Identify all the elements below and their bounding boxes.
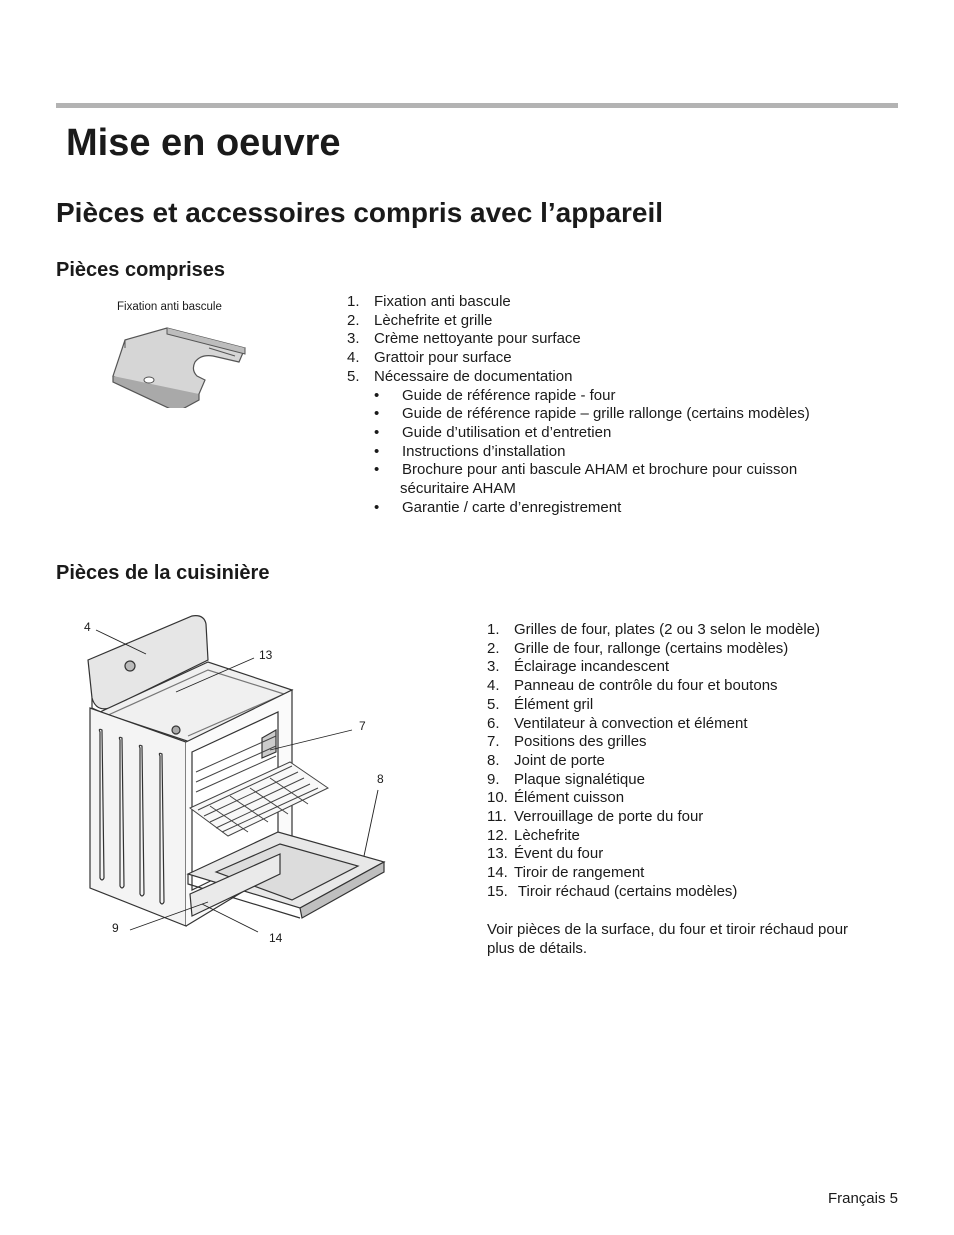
list-item: 1. Grilles de four, plates (2 ou 3 selon le modèle) <box>487 621 820 638</box>
callout-13: 13 <box>259 648 273 662</box>
list-item: 13. Évent du four <box>487 845 604 863</box>
list-item: 4. Panneau de contrôle du four et boutons <box>487 677 778 695</box>
sublist-item: • Guide de référence rapide - four <box>374 386 616 404</box>
list-item: 2. Lèchefrite et grille <box>347 311 493 329</box>
chapter-title: Mise en oeuvre <box>66 122 341 164</box>
sublist-item: • Guide de référence rapide – grille rallonge (certains modèles) <box>374 405 810 423</box>
list-item: 11. Verrouillage de porte du four <box>487 808 704 826</box>
callout-14: 14 <box>269 931 283 945</box>
callout-9: 9 <box>112 921 119 935</box>
list-item: 2. Grille de four, rallonge (certains modèles) <box>487 639 789 657</box>
list-item: 1. Fixation anti bascule <box>347 293 511 310</box>
list-item: 10. Élément cuisson <box>487 789 625 807</box>
range-illustration <box>80 612 390 942</box>
range-parts-list <box>487 621 887 902</box>
list-item: 3. Crème nettoyante pour surface <box>347 330 581 348</box>
list-item: 5. Nécessaire de documentation • Guide de référence rapide - four • Guide de référence rapide – grille rallonge (certains modèles) • Guide d’utilisation et d’entretien • Instructions d’installation • Brochure pour anti bascule AHAM et brochure pour cuisson sécuritaire AHAM • Garantie / carte d’enregistrement <box>347 368 867 518</box>
callout-4: 4 <box>84 620 91 634</box>
range-parts-note: Voir pièces de la surface, du four et tiroir réchaud pour plus de détails. <box>487 921 849 957</box>
list-item: 12. Lèchefrite <box>487 826 580 844</box>
header-rule <box>56 103 898 108</box>
range-parts-heading: Pièces de la cuisinière <box>56 562 270 584</box>
list-item: 14. Tiroir de rangement <box>487 864 645 882</box>
included-parts-list <box>347 293 867 517</box>
list-item: 4. Grattoir pour surface <box>347 349 512 367</box>
section-title: Pièces et accessoires compris avec l’appareil <box>56 197 664 228</box>
bracket-caption: Fixation anti bascule <box>117 301 222 313</box>
page-footer: Français 5 <box>827 1190 898 1207</box>
sublist-item: • Instructions d’installation <box>374 442 566 460</box>
list-item: 9. Plaque signalétique <box>487 770 645 788</box>
sublist-item: • Garantie / carte d’enregistrement <box>374 498 622 516</box>
anti-tip-bracket-illustration <box>105 318 255 408</box>
included-parts-heading: Pièces comprises <box>56 259 225 281</box>
documentation-sublist <box>347 387 867 518</box>
list-item: 3. Éclairage incandescent <box>487 658 670 676</box>
list-item: 6. Ventilateur à convection et élément <box>487 714 748 732</box>
list-item: 7. Positions des grilles <box>487 733 647 751</box>
list-item: 5. Élément gril <box>487 695 594 713</box>
list-item: 15. Tiroir réchaud (certains modèles) <box>487 882 738 900</box>
sublist-item: • Guide d’utilisation et d’entretien <box>374 423 612 441</box>
callout-8: 8 <box>377 772 384 786</box>
sublist-item: • Brochure pour anti bascule AHAM et brochure pour cuisson sécuritaire AHAM <box>374 461 798 498</box>
list-item: 8. Joint de porte <box>487 751 605 769</box>
callout-7: 7 <box>359 719 366 733</box>
